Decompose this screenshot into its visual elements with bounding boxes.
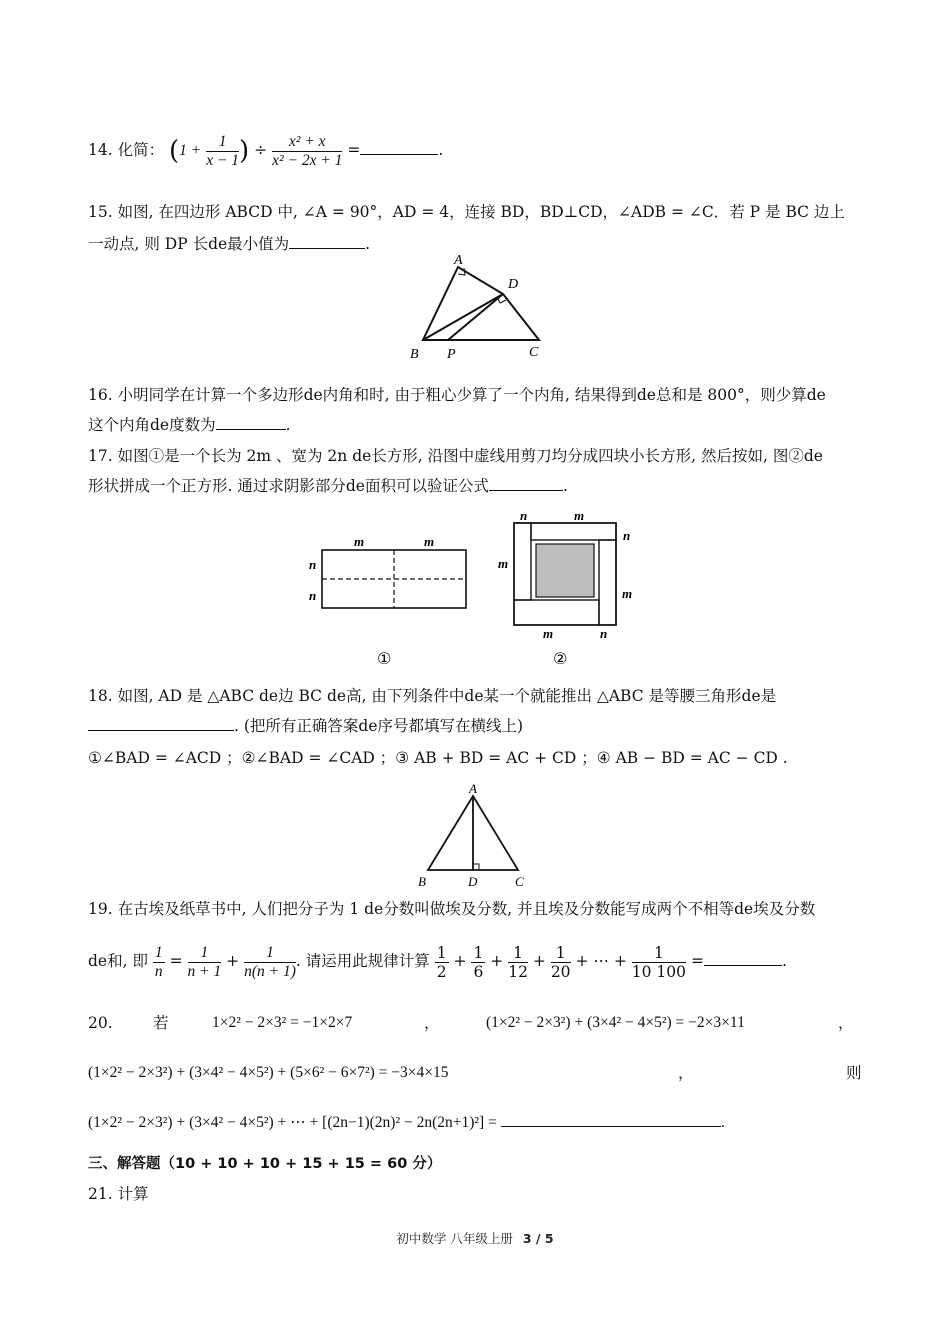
q20-line3: (1×2² − 2×3²) + (3×4² − 4×5²) + ⋯ + [(2n−1)(2n)² − 2n(2n+1)²] = . — [88, 1114, 725, 1131]
q15-label-d: D — [508, 277, 519, 292]
q16-line1: 16. 小明同学在计算一个多边形de内角和时, 由于粗心少算了一个内角, 结果得到de总和是 800°，则少算de — [88, 386, 826, 404]
footer-text: 初中数学 八年级上册 — [396, 1231, 513, 1246]
fig2-caption: ② — [553, 649, 568, 668]
q19-rule-frac1: $\frac{1}{n}$ — [154, 943, 163, 980]
q15-line1: 15. 如图, 在四边形 ABCD 中, ∠A = 90°，AD = 4，连接 BD，BD⊥CD，∠ADB = ∠C．若 P 是 BC 边上 — [88, 203, 845, 221]
question-18 — [88, 681, 788, 773]
fig2-top-n: n — [520, 508, 528, 523]
q15-figure — [405, 252, 555, 364]
q19-ellipsis: + ⋯ + — [575, 952, 627, 970]
question-14: 14. 化简： (1 + $\frac{1}{x - 1}$ ) ÷ $\frac{\text{x² + x}}{\text{x² − 2x + 1}}$ = . — [88, 132, 444, 169]
q20-comma3: ， — [678, 1064, 694, 1082]
q18-conditions: ①∠BAD = ∠ACD ；②∠BAD = ∠CAD ；③ AB + BD = AC + CD ；④ AB − BD = AC − CD . — [88, 749, 788, 767]
q14-divide: ÷ — [254, 141, 268, 159]
q20-eq2: (1×2² − 2×3²) + (3×4² − 4×5²) = −2×3×11 — [486, 1014, 745, 1031]
q15-label-p: P — [447, 347, 456, 362]
q19-line1: 19. 在古埃及纸草书中, 人们把分子为 1 de分数叫做埃及分数, 并且埃及分数能写成两个不相等de埃及分数 — [88, 900, 816, 918]
q20-eq4: (1×2² − 2×3²) + (3×4² − 4×5²) + ⋯ + [(2n−1)(2n)² − 2n(2n+1)²] = — [88, 1114, 497, 1131]
q17-line2: 形状拼成一个正方形. 通过求阴影部分de面积可以验证公式 — [88, 477, 489, 495]
q17-figure-2 — [490, 508, 640, 668]
page-footer — [0, 1229, 950, 1247]
fig2-left-m: m — [498, 556, 509, 571]
question-17: 17. 如图①是一个长为 2m 、宽为 2n de长方形, 沿图中虚线用剪刀均分成四块小长方形, 然后按如, 图②de 形状拼成一个正方形. 通过求阴影部分de面积可以验证公式 . — [88, 441, 823, 501]
question-19 — [88, 899, 815, 919]
q18-line1: 18. 如图, AD 是 △ABC de边 BC de高, 由下列条件中de某一个就能推出 △ABC 是等腰三角形de是 — [88, 687, 777, 705]
q15-answer-blank[interactable] — [289, 248, 365, 249]
q20-eq1: 1×2² − 2×3² = −1×2×7 — [212, 1014, 353, 1031]
q19-rule-frac3: $\frac{1}{n(n + 1)}$ — [244, 943, 296, 980]
q14-fraction-2: $\frac{\text{x² + x}}{\text{x² − 2x + 1}}$ — [272, 132, 343, 169]
q14-prefix: 14. 化简： — [88, 141, 165, 159]
fig2-top-m: m — [574, 508, 585, 523]
q15-label-b: B — [410, 347, 419, 362]
q19-term-2: $\frac{1}{6}$ — [473, 943, 484, 981]
fig1-left-n1: n — [309, 557, 317, 572]
question-15: 15. 如图, 在四边形 ABCD 中, ∠A = 90°，AD = 4，连接 BD，BD⊥CD，∠ADB = ∠C．若 P 是 BC 边上 一动点, 则 DP 长de最小值为 . — [88, 196, 845, 260]
q19-mid-text: . 请运用此规律计算 — [295, 952, 430, 970]
q19-answer-blank[interactable] — [704, 965, 782, 966]
q17-answer-blank[interactable] — [489, 490, 563, 491]
q18-label-c: C — [515, 874, 524, 889]
q14-fraction-1: $\frac{1}{x - 1}$ — [206, 132, 240, 169]
fig1-top-m2: m — [424, 534, 435, 549]
q20-comma2: ， — [838, 1014, 854, 1032]
q15-label-a: A — [454, 253, 463, 268]
q20-num: 20. — [88, 1014, 113, 1032]
q16-line2: 这个内角de度数为 — [88, 416, 216, 434]
q20-eq3: (1×2² − 2×3²) + (3×4² − 4×5²) + (5×6² − 6×7²) = −3×4×15 — [88, 1064, 449, 1081]
q20-answer-blank[interactable] — [501, 1126, 721, 1127]
q14-one-plus: 1 + — [179, 142, 202, 159]
fig1-left-n2: n — [309, 588, 317, 603]
q18-label-d: D — [468, 874, 478, 889]
question-21: 21. 计算 — [88, 1185, 149, 1203]
q15-line2: 一动点, 则 DP 长de最小值为 — [88, 235, 290, 253]
q18-answer-blank[interactable] — [88, 730, 234, 731]
q19-term-4: $\frac{1}{20}$ — [550, 943, 571, 981]
q17-line1: 17. 如图①是一个长为 2m 、宽为 2n de长方形, 沿图中虚线用剪刀均分成四块小长方形, 然后按如, 图②de — [88, 447, 823, 465]
fig1-top-m1: m — [354, 534, 365, 549]
q20-ruo: 若 — [153, 1014, 169, 1032]
q18-label-b: B — [418, 874, 426, 889]
q19-rule-frac2: $\frac{1}{n + 1}$ — [187, 943, 222, 980]
fig2-right-n: n — [623, 528, 631, 543]
question-19-line2: de和, 即 $\frac{1}{n}$ = $\frac{1}{n + 1}$ + $\frac{1}{n(n + 1)}$ . 请运用此规律计算 $\frac{1}{2}$ + $\frac{1}{6}$ + $\frac{1}{12}$ + $\frac{1}{20}$ + ⋯ + $\frac{1}{10 100}$ = . — [88, 943, 787, 981]
q19-line2-prefix: de和, 即 — [88, 952, 148, 970]
q18-label-a: A — [469, 781, 477, 796]
q16-answer-blank[interactable] — [216, 429, 286, 430]
q14-equals: = — [347, 141, 361, 159]
q15-label-c: C — [529, 345, 539, 360]
q18-line2: . (把所有正确答案de序号都填写在横线上) — [234, 717, 524, 735]
fig2-right-m: m — [622, 586, 633, 601]
fig2-bottom-m: m — [543, 626, 554, 641]
q20-comma1: ， — [424, 1014, 440, 1032]
question-16: 16. 小明同学在计算一个多边形de内角和时, 由于粗心少算了一个内角, 结果得到de总和是 800°，则少算de 这个内角de度数为 . — [88, 380, 826, 440]
q18-figure — [410, 780, 540, 890]
q20-ze: 则 — [846, 1064, 862, 1082]
q19-term-last: $\frac{1}{10 100}$ — [631, 943, 687, 981]
q19-term-1: $\frac{1}{2}$ — [436, 943, 447, 981]
fig1-caption: ① — [377, 649, 392, 668]
q14-answer-blank[interactable] — [360, 154, 438, 155]
section-3-title: 三、解答题（10 + 10 + 10 + 15 + 15 = 60 分） — [88, 1156, 442, 1172]
q19-term-3: $\frac{1}{12}$ — [508, 943, 528, 981]
q17-figure-1 — [300, 530, 480, 670]
fig2-bottom-n: n — [600, 626, 608, 641]
footer-page: 3 / 5 — [522, 1231, 554, 1246]
